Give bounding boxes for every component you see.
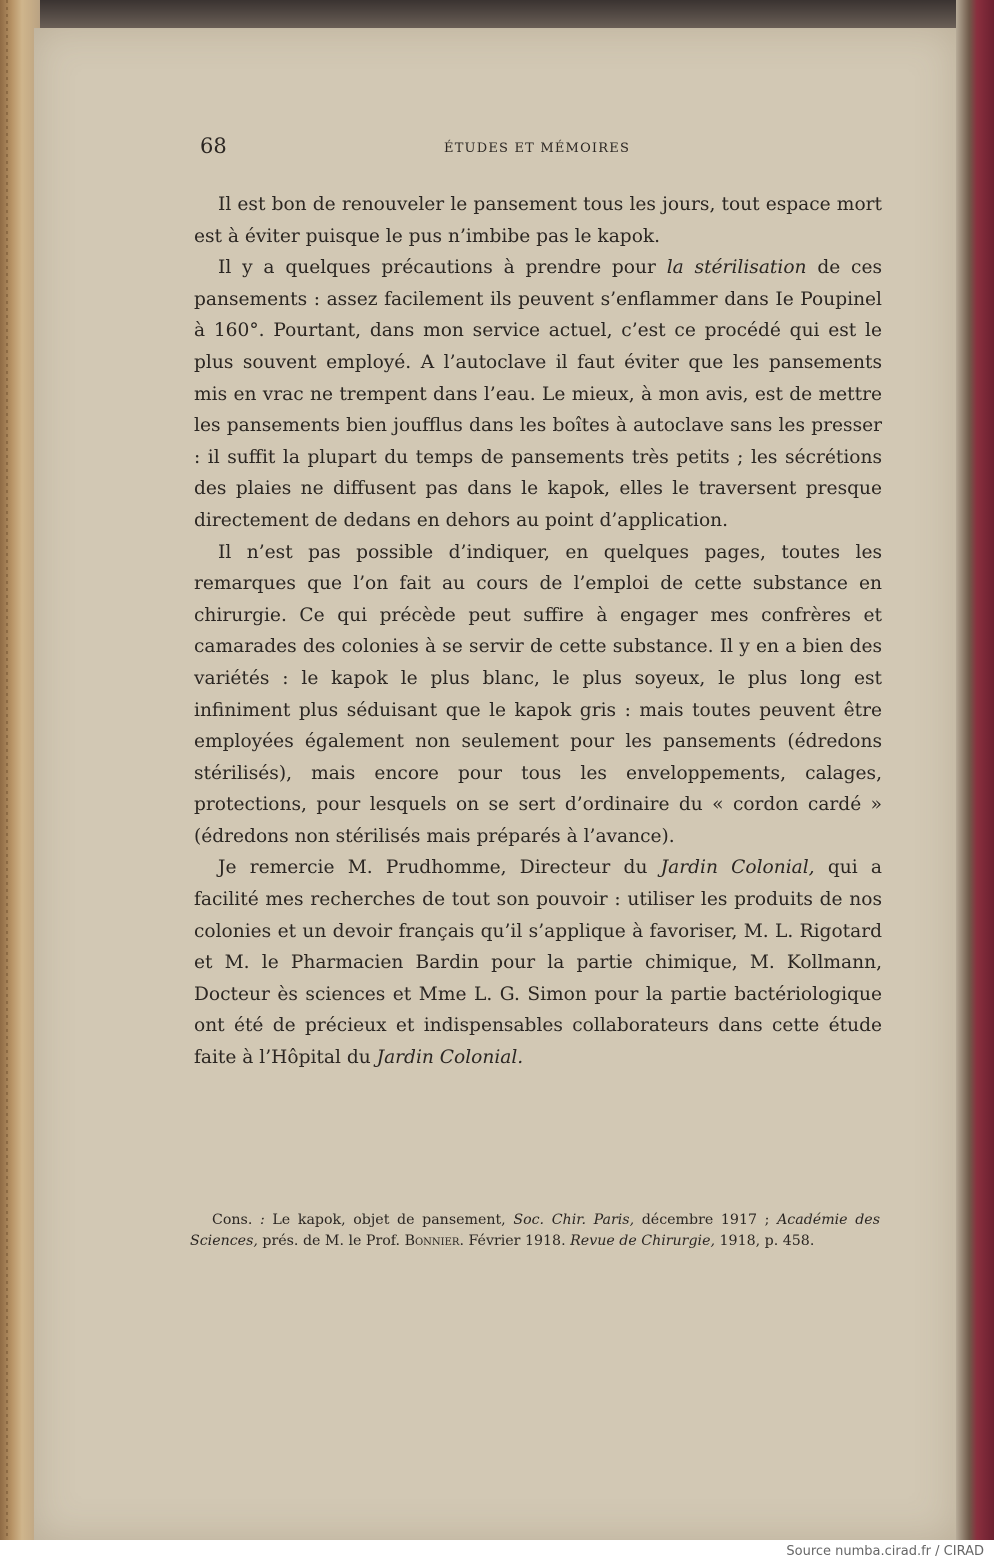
footnote-paragraph [190, 1210, 880, 1251]
italic-segment: Soc. Chir. Paris, [513, 1212, 635, 1228]
text-segment: Cons. [212, 1212, 253, 1228]
paragraph [194, 252, 882, 536]
paragraph [194, 537, 882, 853]
text-segment: Je remercie M. Prudhomme, Directeur du [218, 857, 661, 879]
italic-segment: Jardin Colonial, [660, 857, 815, 879]
page-header [200, 134, 880, 164]
smallcaps-segment: Bonnier [404, 1232, 460, 1249]
text-segment: . Février 1918. [459, 1232, 571, 1249]
body-text [194, 189, 882, 1074]
text-segment: Il n’est pas possible d’indiquer, en quelques pages, toutes les remarques que l’on fait au cours de l’emploi de cette substance en chirurgie. Ce qui précède peut suffire à engager mes confrères et camarades des colonies à se servir de cette substance. Il y en a bien des variétés : le kapok le plus blanc, le plus soyeux, le plus long est infiniment plus séduisant que le kapok gris : mais toutes peuvent être employées également non seulement pour les pansements (édredons stérilisés), mais encore pour tous les enveloppements, calages, protections, pour lesquels on se sert d’ordinaire du « cordon cardé » (édredons non stérilisés mais préparés à l’avance). [194, 541, 882, 847]
italic-segment: la stérilisation [666, 257, 807, 279]
source-caption: Source numba.cirad.fr / CIRAD [786, 1544, 984, 1559]
italic-segment: Jardin Colonial. [376, 1047, 524, 1069]
text-segment: prés. de M. le Prof. [257, 1232, 405, 1249]
italic-segment: Académie des Sciences, [190, 1212, 880, 1249]
paragraph [194, 852, 882, 1073]
text-segment: Il est bon de renouveler le pansement tous les jours, tout espace mort est à éviter puisque le pus n’imbibe pas le kapok. [194, 194, 882, 247]
text-segment: qui a facilité mes recherches de tout son pouvoir : utiliser les produits de nos colonies et un devoir français qu’il s’applique à favoriser, M. L. Rigotard et M. le Pharmacien Bardin pour la partie chimique, M. Kollmann, Docteur ès sciences et Mme L. G. Simon pour la partie bactériologique ont été de précieux et indispensables collaborateurs dans cette étude faite à l’Hôpital du [194, 857, 883, 1069]
running-title: ÉTUDES ET MÉMOIRES [444, 141, 631, 156]
paragraph [194, 189, 882, 252]
text-segment: Il y a quelques précautions à prendre pour [218, 257, 667, 279]
scan-top-shadow [34, 0, 956, 28]
footnote [190, 1210, 880, 1251]
text-segment: de ces pansements : assez facilement ils peuvent s’enflammer dans Ie Poupinel à 160°. Pourtant, dans mon service actuel, c’est ce procédé qui est le plus souvent employé. A l’autoclave il faut éviter que les pansements mis en vrac ne trempent dans l’eau. Le mieux, à mon avis, est de mettre les pansements bien joufflus dans les boîtes à autoclave sans les presser : il suffit la plupart du temps de pansements très petits ; les sécrétions des plaies ne diffusent pas dans le kapok, elles le traversent presque directement de dedans en dehors au point d’application. [194, 257, 882, 531]
text-segment: 1918, p. 458. [715, 1232, 815, 1249]
italic-segment: Revue de Chirurgie, [570, 1232, 715, 1249]
page-number: 68 [200, 134, 227, 158]
italic-segment: : [252, 1212, 273, 1228]
book-cover-edge [956, 0, 994, 1540]
text-segment: Le kapok, objet de pansement, [272, 1212, 514, 1228]
source-footer [0, 1540, 994, 1566]
text-segment: décembre 1917 ; [634, 1212, 778, 1228]
